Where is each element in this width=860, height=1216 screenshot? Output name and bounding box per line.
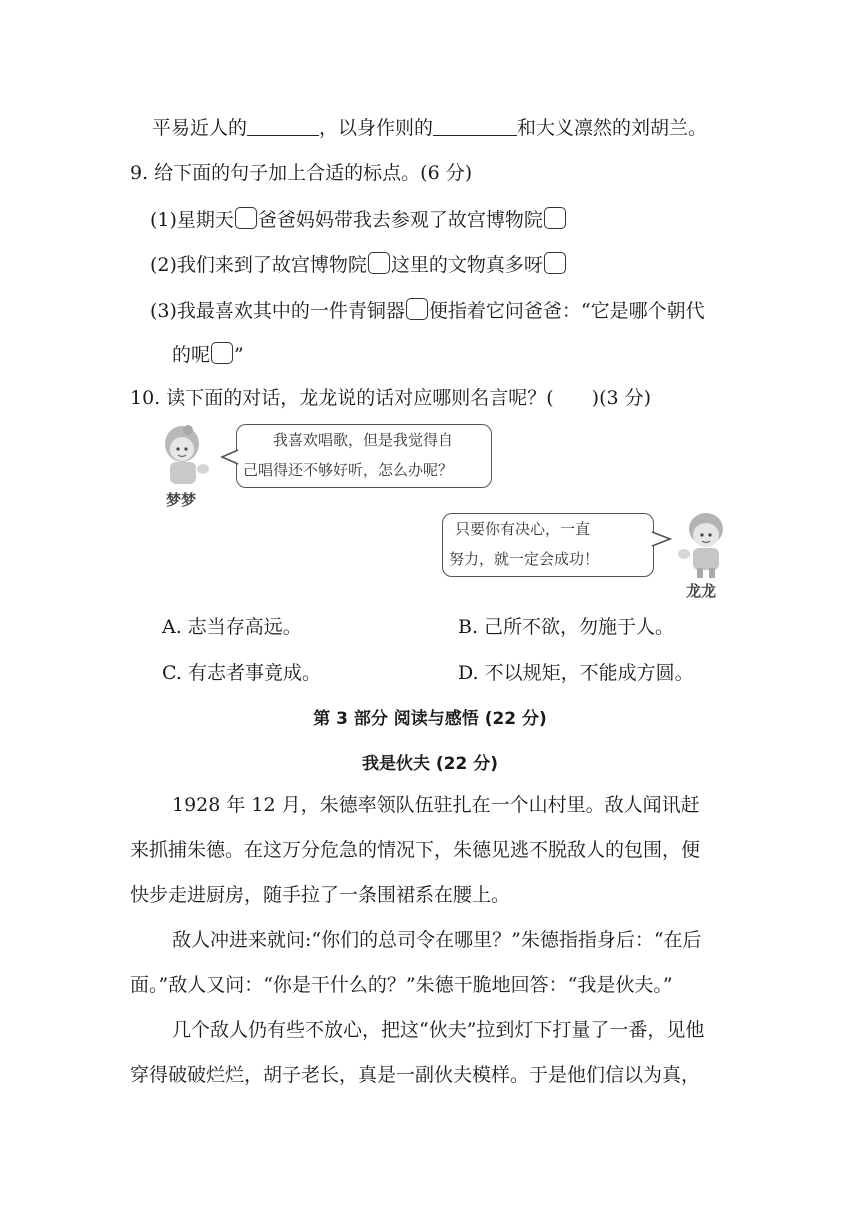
- q9-sentence-2: [150, 252, 567, 277]
- q9-s1-text-a: (1)星期天: [150, 209, 234, 231]
- blank-2[interactable]: [433, 117, 517, 136]
- girl-icon: [158, 424, 212, 490]
- bubble-tail-icon: [220, 448, 240, 468]
- longlong-line-1: 只要你有决心，一直: [455, 520, 591, 538]
- passage-line: 快步走进厨房，随手拉了一条围裙系在腰上。: [130, 884, 511, 906]
- passage-line: 来抓捕朱德。在这万分危急的情况下，朱德见逃不脱敌人的包围，便: [130, 839, 701, 861]
- longlong-line-2: 努力，就一定会成功！: [449, 550, 600, 568]
- q9-sentence-3-cont: [172, 342, 244, 367]
- intro-text-1: 平易近人的: [152, 117, 248, 139]
- punctuation-box[interactable]: [235, 207, 257, 229]
- longlong-speech-bubble: [442, 513, 654, 577]
- passage-line: 几个敌人仍有些不放心，把这“伙夫”拉到灯下打量了一番，见他: [172, 1019, 705, 1041]
- passage-title: 我是伙夫 (22 分): [361, 754, 499, 774]
- q9-stem: 9. 给下面的句子加上合适的标点。(6 分): [130, 162, 473, 184]
- punctuation-box[interactable]: [544, 252, 566, 274]
- punctuation-box[interactable]: [544, 207, 566, 229]
- mengmeng-line-1: 我喜欢唱歌，但是我觉得自: [273, 431, 454, 449]
- mengmeng-speech-bubble: [236, 424, 492, 488]
- passage-line: 敌人冲进来就问:“你们的总司令在哪里？”朱德指指身后：“在后: [172, 929, 702, 951]
- option-d[interactable]: D. 不以规矩，不能成方圆。: [458, 662, 694, 684]
- q9-sentence-3: [150, 298, 705, 323]
- section-heading: 第 3 部分 阅读与感悟 (22 分): [313, 709, 547, 729]
- option-c[interactable]: C. 有志者事竟成。: [162, 662, 321, 684]
- q9-s3-text-b: 便指着它问爸爸：“它是哪个朝代: [428, 300, 705, 322]
- passage-line: 面。”敌人又问：“你是干什么的？”朱德干脆地回答：“我是伙夫。”: [130, 974, 673, 996]
- longlong-label: 龙龙: [686, 582, 717, 600]
- q9-s3-text-c: 的呢: [172, 344, 211, 366]
- q9-s1-text-b: 爸爸妈妈带我去参观了故宫博物院: [257, 209, 543, 231]
- blank-1[interactable]: [247, 117, 319, 136]
- q9-sentence-1: [150, 207, 567, 232]
- punctuation-box[interactable]: [368, 252, 390, 274]
- q9-s3-text-a: (3)我最喜欢其中的一件青铜器: [150, 300, 405, 322]
- q10-stem: [130, 386, 651, 410]
- q10-score: )(3 分): [591, 387, 652, 409]
- punctuation-box[interactable]: [211, 342, 233, 364]
- q10-stem-text: 10. 读下面的对话，龙龙说的话对应哪则名言呢？(: [130, 387, 554, 409]
- bubble-tail-icon: [650, 530, 672, 550]
- mengmeng-line-2: 己唱得还不够好听，怎么办呢？: [243, 461, 454, 479]
- punctuation-box[interactable]: [406, 298, 428, 320]
- option-b[interactable]: B. 己所不欲，勿施于人。: [458, 616, 675, 638]
- intro-line: [152, 116, 707, 140]
- passage-line: 1928 年 12 月，朱德率领队伍驻扎在一个山村里。敌人闻讯赶: [172, 794, 700, 816]
- mengmeng-label: 梦梦: [166, 491, 197, 509]
- q9-s2-text-b: 这里的文物真多呀: [390, 254, 543, 276]
- passage-line: 穿得破破烂烂，胡子老长，真是一副伙夫模样。于是他们信以为真，: [130, 1064, 701, 1086]
- q9-s2-text-a: (2)我们来到了故宫博物院: [150, 254, 367, 276]
- option-a[interactable]: A. 志当存高远。: [162, 616, 302, 638]
- intro-text-3: 和大义凛然的刘胡兰。: [517, 117, 708, 139]
- q9-s3-text-d: ”: [234, 344, 244, 366]
- intro-text-2: ，以身作则的: [319, 117, 434, 139]
- boy-icon: [676, 510, 732, 580]
